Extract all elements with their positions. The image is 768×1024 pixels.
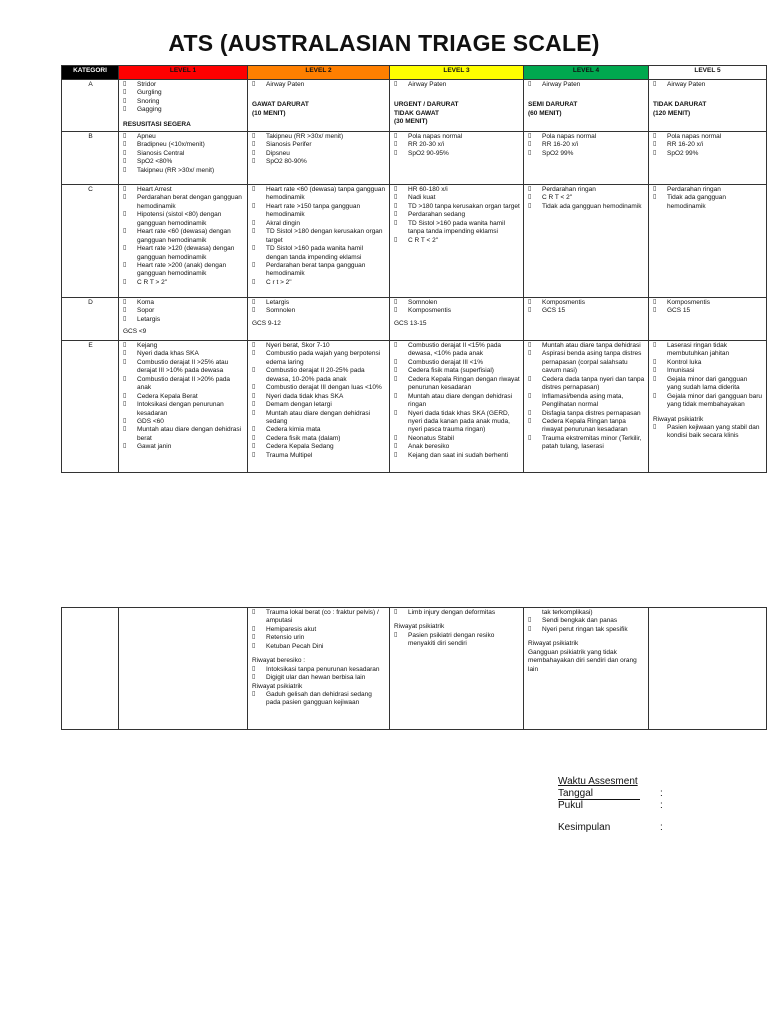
header-level-4: LEVEL 4 <box>524 66 649 80</box>
list-item: ▯ Combustio derajat II >25% atau derajat III >10% pada dewasa <box>123 359 244 376</box>
list-item: ▯ Hemiparesis akut <box>252 626 386 634</box>
list-item: ▯ Combustio derajat III <1% <box>394 359 520 367</box>
criteria-list <box>123 133 244 175</box>
list-item: ▯ Snoring <box>123 98 244 106</box>
list-item: ▯ Cedera dada tanpa nyeri dan tanpa distres pernapasan) <box>528 376 645 393</box>
footer-colon: : <box>660 800 663 811</box>
table-row <box>62 298 767 341</box>
list-item: ▯ Nyeri berat, Skor 7-10 <box>252 342 386 350</box>
list-item: ▯ Digigit ular dan hewan berbisa lain <box>252 674 386 682</box>
cell-label: Riwayat psikiatrik <box>653 415 704 423</box>
criteria-list <box>123 342 244 452</box>
list-item: ▯ Nyeri dada khas SKA <box>123 350 244 358</box>
list-item: ▯ Cedera Kepala Sedang <box>252 443 386 451</box>
list-item: ▯ Somnolen <box>252 307 386 315</box>
list-item: ▯ Tidak ada gangguan hemodinamik <box>653 194 763 211</box>
list-item: ▯ Neonatus Stabil <box>394 435 520 443</box>
list-item: ▯ GCS 15 <box>653 307 763 315</box>
list-item: ▯ Sopor <box>123 307 244 315</box>
list-item: ▯ SpO2 80-90% <box>252 158 386 166</box>
cell-level-4 <box>524 298 649 341</box>
list-item: ▯ Bradipneu (<10x/menit) <box>123 141 244 149</box>
criteria-list <box>528 342 645 452</box>
list-item: ▯ Dipsneu <box>252 150 386 158</box>
list-item: ▯ Imunisasi <box>653 367 763 375</box>
list-item: ▯ Combustio derajat II 20-25% pada dewasa, 10-20% pada anak <box>252 367 386 384</box>
list-item: ▯ Gawat janin <box>123 443 244 451</box>
list-item: ▯ Somnolen <box>394 299 520 307</box>
cell-kategori: E <box>62 341 119 473</box>
list-item: ▯ Trauma ekstremitas minor (Terkilir, patah tulang, laserasi <box>528 435 645 452</box>
table-header-row <box>62 66 767 80</box>
list-item: ▯ Demam dengan letargi <box>252 401 386 409</box>
list-item: ▯ Anak beresiko <box>394 443 520 451</box>
cell-level-1 <box>119 80 248 132</box>
list-item: ▯ Sianosis Perifer <box>252 141 386 149</box>
list-item: ▯ Muntah atau diare dengan dehidrasi ringan <box>394 393 520 410</box>
list-item: ▯ Komposmentis <box>653 299 763 307</box>
criteria-list <box>528 617 645 634</box>
criteria-list <box>653 81 763 89</box>
list-item: ▯ Nadi kuat <box>394 194 520 202</box>
criteria-list <box>252 691 386 708</box>
urgency-label: TIDAK DARURAT <box>653 101 707 109</box>
criteria-list <box>394 133 520 158</box>
list-item: ▯ Heart Arrest <box>123 186 244 194</box>
gcs-label: GCS <9 <box>123 328 147 336</box>
table-row <box>62 80 767 132</box>
cell-label: Riwayat psikiatrik <box>252 682 303 690</box>
cell-label: Riwayat beresiko : <box>252 657 306 665</box>
criteria-list <box>252 186 386 287</box>
list-item: ▯ Sianosis Central <box>123 150 244 158</box>
cell-level-2 <box>248 298 390 341</box>
cell-level-4 <box>524 132 649 185</box>
cell-level5-cont <box>649 608 767 730</box>
list-item: ▯ Pasien kejiwaan yang stabil dan kondisi baik secara klinis <box>653 424 763 441</box>
cell-level-3 <box>390 298 524 341</box>
list-item: ▯ Cedera Kepala Ringan tanpa riwayat penurunan kesadaran <box>528 418 645 435</box>
cell-level-4 <box>524 185 649 298</box>
list-item: ▯ Kejang dan saat ini sudah berhenti <box>394 452 520 460</box>
list-item: ▯ Apneu <box>123 133 244 141</box>
list-item: ▯ SpO2 99% <box>528 150 645 158</box>
list-item: ▯ Combustio derajat II <15% pada dewasa, <10% pada anak <box>394 342 520 359</box>
criteria-list <box>653 186 763 211</box>
list-item: ▯ Airway Paten <box>653 81 763 89</box>
page-title: ATS (AUSTRALASIAN TRIAGE SCALE) <box>168 30 600 56</box>
list-item: ▯ Akral dingin <box>252 220 386 228</box>
criteria-list <box>653 299 763 316</box>
criteria-list <box>394 299 520 316</box>
criteria-list <box>252 133 386 167</box>
list-item: ▯ Koma <box>123 299 244 307</box>
urgency-label: GAWAT DARURAT <box>252 101 309 109</box>
cell-level3-cont <box>390 608 524 730</box>
footer-heading: Waktu Assesment <box>558 776 638 787</box>
list-item: ▯ SpO2 <80% <box>123 158 244 166</box>
list-item: ▯ SpO2 99% <box>653 150 763 158</box>
list-item: ▯ C r t > 2" <box>252 279 386 287</box>
footer-colon: : <box>660 822 663 833</box>
criteria-list <box>653 342 763 410</box>
cell-level-2 <box>248 132 390 185</box>
list-item: ▯ GCS 15 <box>528 307 645 315</box>
list-item: ▯ SpO2 90-95% <box>394 150 520 158</box>
cell-level-1 <box>119 185 248 298</box>
list-item: ▯ Perdarahan ringan <box>653 186 763 194</box>
list-item: ▯ Komposmentis <box>394 307 520 315</box>
criteria-list <box>394 81 520 89</box>
list-item: ▯ Gejala minor dari gangguan yang sudah lama diderita <box>653 376 763 393</box>
cell-kategori: C <box>62 185 119 298</box>
list-item: ▯ C R T < 2" <box>528 194 645 202</box>
cell-level4-cont <box>524 608 649 730</box>
list-item: ▯ Retensio urin <box>252 634 386 642</box>
list-item: ▯ Kejang <box>123 342 244 350</box>
criteria-list <box>252 609 386 651</box>
list-item: ▯ Disfagia tanpa distres pernapasan <box>528 410 645 418</box>
list-item: ▯ RR 16-20 x/i <box>653 141 763 149</box>
list-item: ▯ TD Sistol >180 dengan kerusakan organ target <box>252 228 386 245</box>
cell-level-5 <box>649 132 767 185</box>
criteria-list <box>252 81 386 89</box>
cell-level-2 <box>248 341 390 473</box>
urgency-label: (60 MENIT) <box>528 109 562 117</box>
list-item: ▯ Heart rate >120 (dewasa) dengan gangguan hemodinamik <box>123 245 244 262</box>
list-item: ▯ Heart rate >150 tanpa gangguan hemodinamik <box>252 203 386 220</box>
list-item: ▯ Trauma lokal berat (co : fraktur pelvis) / amputasi <box>252 609 386 626</box>
list-item: ▯ Sendi bengkak dan panas <box>528 617 645 625</box>
cell-level-5 <box>649 341 767 473</box>
list-item: ▯ Tidak ada gangguan hemodinamik <box>528 203 645 211</box>
header-level-1: LEVEL 1 <box>119 66 248 80</box>
list-item: ▯ Letargis <box>123 316 244 324</box>
urgency-label: TIDAK GAWAT <box>394 109 440 117</box>
list-item: ▯ Gejala minor dari gangguan baru yang tidak membahayakan <box>653 393 763 410</box>
list-item: ▯ Hipotensi (sistol <80) dengan gangguan hemodinamik <box>123 211 244 228</box>
cell-level-3 <box>390 132 524 185</box>
cell-kategori: A <box>62 80 119 132</box>
list-item: ▯ Limb injury dengan deformitas <box>394 609 520 617</box>
list-item: ▯ Trauma Multipel <box>252 452 386 460</box>
cell-level2-cont <box>248 608 390 730</box>
cell-level-3 <box>390 341 524 473</box>
list-item: ▯ Airway Paten <box>528 81 645 89</box>
list-item: ▯ Nyeri dada tidak khas SKA (GERD, nyeri dada kanan pada anak muda, nyeri pasca trauma ringan) <box>394 410 520 435</box>
list-item: ▯ Cedera kimia mata <box>252 426 386 434</box>
criteria-list <box>394 186 520 245</box>
list-item: ▯ Intoksikasi dengan penurunan kesadaran <box>123 401 244 418</box>
header-level-3: LEVEL 3 <box>390 66 524 80</box>
list-item: ▯ Pasien psikiatri dengan resiko menyakiti diri sendiri <box>394 632 520 649</box>
footer-label: Kesimpulan <box>558 822 611 833</box>
urgency-label: RESUSITASI SEGERA <box>123 120 191 128</box>
list-item: ▯ Perdarahan berat dengan gangguan hemodinamik <box>123 194 244 211</box>
footer-label: Pukul <box>558 800 584 811</box>
cell-kategori: B <box>62 132 119 185</box>
list-item: ▯ Ketuban Pecah Dini <box>252 643 386 651</box>
criteria-list <box>123 186 244 287</box>
list-item: ▯ Heart rate <60 (dewasa) tanpa gangguan hemodinamik <box>252 186 386 203</box>
list-item: ▯ Muntah atau diare dengan dehidrasi sedang <box>252 410 386 427</box>
cell-level-3 <box>390 80 524 132</box>
cell-text: Gangguan psikiatrik yang tidak membahayakan diri sendiri dan orang lain <box>528 648 637 673</box>
header-level-5: LEVEL 5 <box>649 66 767 80</box>
criteria-list <box>394 632 520 649</box>
list-item: ▯ C R T > 2" <box>123 279 244 287</box>
cell-level-4 <box>524 80 649 132</box>
list-item: ▯ Combustio pada wajah yang berpotensi edema laring <box>252 350 386 367</box>
list-item: ▯ Perdarahan ringan <box>528 186 645 194</box>
cell-label: Riwayat psikiatrik <box>394 623 445 631</box>
criteria-list <box>528 133 645 158</box>
criteria-list <box>653 133 763 158</box>
list-item: ▯ Gurgling <box>123 89 244 97</box>
table-body <box>62 80 767 473</box>
list-item: ▯ Takipneu (RR >30x/ menit) <box>252 133 386 141</box>
list-item: ▯ Muntah atau diare dengan dehidrasi berat <box>123 426 244 443</box>
list-item: ▯ Perdarahan berat tanpa gangguan hemodinamik <box>252 262 386 279</box>
list-item: ▯ TD Sistol >160 pada wanita hamil tanpa tanda impending eklamsi <box>394 220 520 237</box>
list-item: ▯ Cedera fisik mata (superfisial) <box>394 367 520 375</box>
list-item: ▯ Pola napas normal <box>653 133 763 141</box>
cell-kategori: D <box>62 298 119 341</box>
list-item: ▯ Letargis <box>252 299 386 307</box>
triage-table <box>61 65 767 473</box>
header-level-2: LEVEL 2 <box>248 66 390 80</box>
list-item: ▯ Nyeri perut ringan tak spesifik <box>528 626 645 634</box>
footer-row-pukul <box>558 800 663 812</box>
cell-level-1 <box>119 298 248 341</box>
criteria-list <box>394 342 520 460</box>
criteria-list <box>394 609 520 617</box>
table-row-continued <box>62 608 767 730</box>
list-item: ▯ RR 20-30 x/i <box>394 141 520 149</box>
urgency-label: (120 MENIT) <box>653 109 691 117</box>
list-item: ▯ Stridor <box>123 81 244 89</box>
list-item: ▯ Pola napas normal <box>528 133 645 141</box>
urgency-label: SEMI DARURAT <box>528 101 578 109</box>
criteria-list <box>528 299 645 316</box>
list-item: ▯ Takipneu (RR >30x/ menit) <box>123 167 244 175</box>
list-item: ▯ Kontrol luka <box>653 359 763 367</box>
list-item: ▯ Intoksikasi tanpa penurunan kesadaran <box>252 666 386 674</box>
gcs-label: GCS 9-12 <box>252 319 281 327</box>
list-item: ▯ Gaduh gelisah dan dehidrasi sedang pada pasien gangguan kejiwaan <box>252 691 386 708</box>
cell-level-5 <box>649 185 767 298</box>
list-item: ▯ Cedera Kepala Ringan dengan riwayat penurunan kesadaran <box>394 376 520 393</box>
table-row <box>62 132 767 185</box>
footer-label: Tanggal <box>558 788 594 799</box>
cell-level-1 <box>119 132 248 185</box>
criteria-list <box>252 342 386 460</box>
list-item: ▯ RR 16-20 x/i <box>528 141 645 149</box>
cell-kategori-cont <box>62 608 119 730</box>
cell-text: tak terkomplikasi) <box>542 609 593 616</box>
assessment-footer <box>558 776 663 834</box>
list-item: ▯ Komposmentis <box>528 299 645 307</box>
header-kategori: KATEGORI <box>62 66 119 80</box>
list-item: ▯ Pola napas normal <box>394 133 520 141</box>
list-item: ▯ Inflamasi/benda asing mata, Penglihatan normal <box>528 393 645 410</box>
gcs-label: GCS 13-15 <box>394 319 427 327</box>
cell-level-5 <box>649 80 767 132</box>
list-item: ▯ Airway Paten <box>252 81 386 89</box>
criteria-list <box>123 81 244 115</box>
table-row <box>62 185 767 298</box>
list-item: ▯ TD Sistol >160 pada wanita hamil dengan tanda impending eklamsi <box>252 245 386 262</box>
list-item: ▯ Combustio derajat II >20% pada anak <box>123 376 244 393</box>
cell-level1-cont <box>119 608 248 730</box>
cell-level-2 <box>248 185 390 298</box>
criteria-list <box>252 666 386 683</box>
footer-row-tanggal <box>558 788 663 800</box>
list-item: ▯ Aspirasi benda asing tanpa distres pernapasan (corpal salahsatu cavum nasi) <box>528 350 645 375</box>
list-item: ▯ Muntah atau diare tanpa dehidrasi <box>528 342 645 350</box>
list-item: ▯ GDS <60 <box>123 418 244 426</box>
list-item: ▯ Gagging <box>123 106 244 114</box>
list-item: ▯ TD >180 tanpa kerusakan organ target <box>394 203 520 211</box>
list-item: ▯ Nyeri dada tidak khas SKA <box>252 393 386 401</box>
list-item: ▯ HR 60-180 x/i <box>394 186 520 194</box>
urgency-label: URGENT / DARURAT <box>394 101 459 109</box>
criteria-list <box>528 81 645 89</box>
cell-level-1 <box>119 341 248 473</box>
cell-level-4 <box>524 341 649 473</box>
cell-level-5 <box>649 298 767 341</box>
list-item: ▯ Cedera fisik mata (dalam) <box>252 435 386 443</box>
list-item: ▯ Airway Paten <box>394 81 520 89</box>
footer-colon: : <box>660 788 663 799</box>
cell-level-3 <box>390 185 524 298</box>
criteria-list <box>252 299 386 316</box>
criteria-list <box>653 424 763 441</box>
list-item: ▯ Perdarahan sedang <box>394 211 520 219</box>
criteria-list <box>123 299 244 324</box>
footer-row-kesimpulan <box>558 822 663 834</box>
list-item: ▯ Cedera Kepala Berat <box>123 393 244 401</box>
criteria-list <box>528 186 645 211</box>
list-item: ▯ Laserasi ringan tidak membutuhkan jahitan <box>653 342 763 359</box>
table-row <box>62 341 767 473</box>
list-item: ▯ Heart rate >200 (anak) dengan gangguan hemodinamik <box>123 262 244 279</box>
triage-table-continued <box>61 607 767 730</box>
cell-label: Riwayat psikiatrik <box>528 640 579 648</box>
urgency-label: (10 MENIT) <box>252 109 286 117</box>
list-item: ▯ Heart rate <60 (dewasa) dengan gangguan hemodinamik <box>123 228 244 245</box>
list-item: ▯ C R T < 2" <box>394 237 520 245</box>
urgency-label: (30 MENIT) <box>394 118 428 126</box>
list-item: ▯ Combustio derajat III dengan luas <10% <box>252 384 386 392</box>
cell-level-2 <box>248 80 390 132</box>
footer-heading-row <box>558 776 638 788</box>
